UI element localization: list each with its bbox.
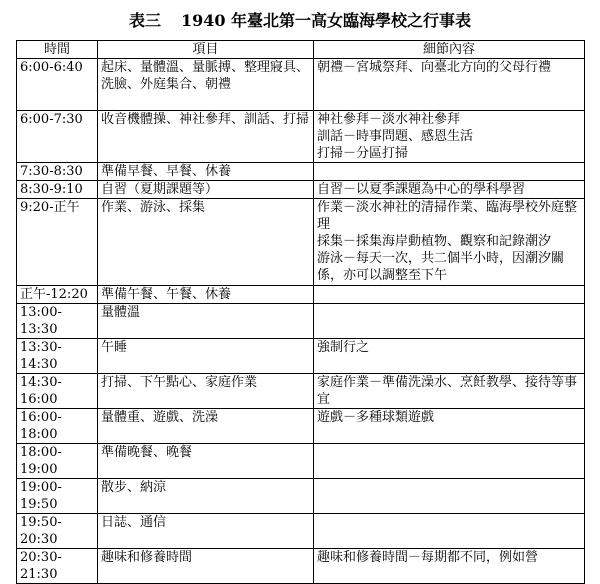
cell-item: 準備晚餐、晚餐 bbox=[98, 444, 314, 479]
detail-line: 神社參拜－淡水神社參拜 bbox=[317, 112, 461, 127]
header-time: 時間 bbox=[17, 41, 98, 59]
cell-time: 正午-12:20 bbox=[17, 286, 98, 304]
cell-item: 趣味和修養時間 bbox=[98, 549, 314, 584]
detail-line: 自習－以夏季課題為中心的學科學習 bbox=[317, 182, 526, 197]
table-row bbox=[17, 444, 585, 479]
cell-item: 起床、量體溫、量脈搏、整理寢具、洗臉、外庭集合、朝禮 bbox=[98, 59, 314, 111]
cell-item: 量體重、遊戲、洗澡 bbox=[98, 409, 314, 444]
cell-time: 6:00-6:40 bbox=[17, 59, 98, 111]
cell-time: 6:00-7:30 bbox=[17, 111, 98, 163]
cell-detail bbox=[314, 111, 585, 163]
cell-time: 20:30-21:30 bbox=[17, 549, 98, 584]
detail-line: 趣味和修養時間－每期都不同，例如營 bbox=[317, 550, 539, 565]
header-row bbox=[17, 41, 585, 59]
cell-detail bbox=[314, 59, 585, 111]
cell-item: 午睡 bbox=[98, 339, 314, 374]
cell-time: 16:00-18:00 bbox=[17, 409, 98, 444]
cell-detail bbox=[314, 409, 585, 444]
detail-line: 強制行之 bbox=[317, 340, 370, 355]
cell-time: 14:30-16:00 bbox=[17, 374, 98, 409]
table-row bbox=[17, 549, 585, 584]
cell-time: 18:00-19:00 bbox=[17, 444, 98, 479]
cell-item: 準備午餐、午餐、休養 bbox=[98, 286, 314, 304]
header-detail: 細節內容 bbox=[314, 41, 585, 59]
cell-item: 日誌、通信 bbox=[98, 514, 314, 549]
table-row bbox=[17, 181, 585, 199]
cell-time: 13:00-13:30 bbox=[17, 304, 98, 339]
detail-line: 朝禮－宮城祭拜、向臺北方向的父母行禮 bbox=[317, 60, 552, 75]
cell-item: 量體溫 bbox=[98, 304, 314, 339]
schedule-table bbox=[16, 40, 585, 584]
detail-line: 家庭作業－準備洗澡水、烹飪教學、接待等事宜 bbox=[317, 375, 578, 407]
table-row bbox=[17, 304, 585, 339]
cell-item: 準備早餐、早餐、休養 bbox=[98, 163, 314, 181]
table-row bbox=[17, 163, 585, 181]
cell-time: 8:30-9:10 bbox=[17, 181, 98, 199]
cell-detail bbox=[314, 549, 585, 584]
cell-detail bbox=[314, 304, 585, 339]
table-row bbox=[17, 286, 585, 304]
detail-line: 遊戲－多種球類遊戲 bbox=[317, 410, 435, 425]
table-body bbox=[17, 59, 585, 584]
table-row bbox=[17, 111, 585, 163]
detail-line: 游泳－每天一次，共二個半小時，因潮汐關係，亦可以調整至下午 bbox=[317, 251, 565, 283]
cell-time: 9:20-正午 bbox=[17, 199, 98, 286]
header-item: 項目 bbox=[98, 41, 314, 59]
cell-item: 打掃、下午點心、家庭作業 bbox=[98, 374, 314, 409]
cell-time: 7:30-8:30 bbox=[17, 163, 98, 181]
table-title bbox=[0, 8, 600, 31]
table-number: 表三 bbox=[128, 11, 161, 30]
cell-time: 19:50-20:30 bbox=[17, 514, 98, 549]
detail-line: 採集－採集海岸動植物、觀察和記錄潮汐 bbox=[317, 234, 552, 249]
table-row bbox=[17, 59, 585, 111]
table-row bbox=[17, 409, 585, 444]
cell-detail bbox=[314, 444, 585, 479]
cell-detail bbox=[314, 479, 585, 514]
cell-detail bbox=[314, 199, 585, 286]
table-row bbox=[17, 514, 585, 549]
cell-detail bbox=[314, 514, 585, 549]
table-row bbox=[17, 479, 585, 514]
detail-line: 訓話－時事問題、感恩生活 bbox=[317, 129, 474, 144]
cell-item: 作業、游泳、採集 bbox=[98, 199, 314, 286]
table-caption: 1940 年臺北第一高女臨海學校之行事表 bbox=[180, 11, 472, 30]
cell-detail bbox=[314, 163, 585, 181]
cell-item: 自習（夏期課題等） bbox=[98, 181, 314, 199]
cell-time: 19:00-19:50 bbox=[17, 479, 98, 514]
cell-time: 13:30-14:30 bbox=[17, 339, 98, 374]
table-row bbox=[17, 199, 585, 286]
table-row bbox=[17, 339, 585, 374]
cell-detail bbox=[314, 339, 585, 374]
detail-line: 作業－淡水神社的清掃作業、臨海學校外庭整理 bbox=[317, 200, 578, 232]
cell-detail bbox=[314, 374, 585, 409]
cell-item: 收音機體操、神社參拜、訓話、打掃 bbox=[98, 111, 314, 163]
detail-line: 打掃－分區打掃 bbox=[317, 146, 409, 161]
cell-item: 散步、納涼 bbox=[98, 479, 314, 514]
cell-detail bbox=[314, 181, 585, 199]
table-row bbox=[17, 374, 585, 409]
cell-detail bbox=[314, 286, 585, 304]
